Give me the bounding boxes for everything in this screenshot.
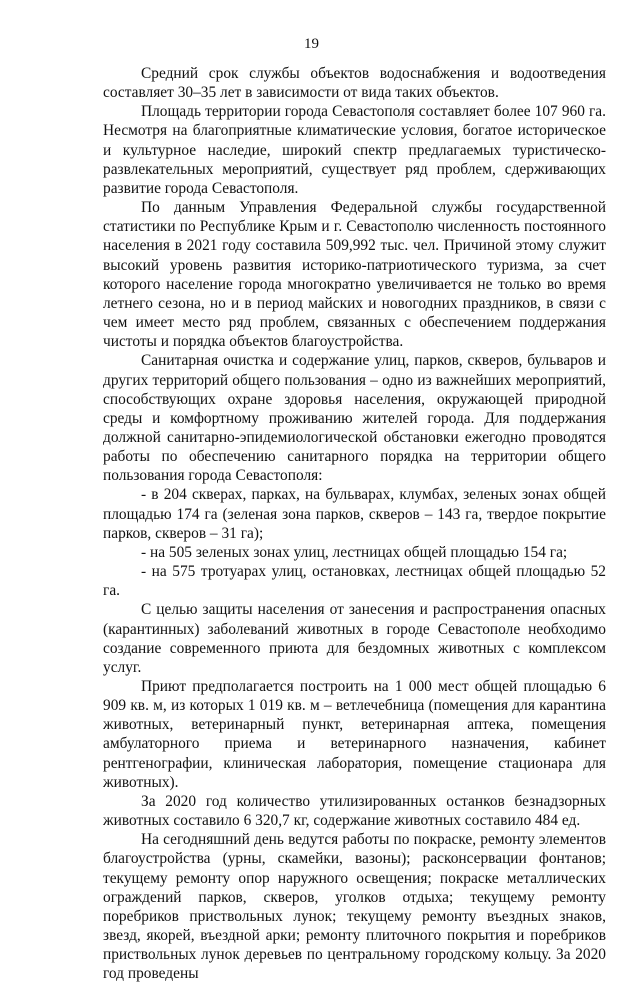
paragraph-animal-statistics: За 2020 год количество утилизированных останков безнадзорных животных составило 6 320,7 кг, содержание животных составило 484 ед. bbox=[103, 792, 606, 830]
list-item-green-zones: - на 505 зеленых зонах улиц, лестницах общей площадью 154 га; bbox=[141, 543, 568, 561]
paragraph-population: По данным Управления Федеральной службы государственной статистики по Республике Крым и г. Севастополю численность постоянного населения в 2021 году составила 509,992 тыс. чел. Причиной этому служит высокий уровень развития историко-патриотического туризма, за счет которого население города многократно увеличивается не только во время летнего сезона, но и в период майских и новогодних праздников, в связи с чем имеет место ряд проблем, связанных с обеспечением поддержания чистоты и порядка объектов благоустройства. bbox=[103, 199, 606, 351]
paragraph-territory-area: Площадь территории города Севастополя составляет более 107 960 га. Несмотря на благоприятные климатические условия, богатое историческое и культурное наследие, широкий спектр предлагаемых туристическо-развлекательных мероприятий, существует ряд проблем, сдерживающих развитие города Севастополя. bbox=[103, 103, 606, 197]
paragraph-animal-protection: С целью защиты населения от занесения и распространения опасных (карантинных) заболеваний животных в городе Севастополе необходимо создание современного приюта для бездомных животных с комплексом услуг. bbox=[103, 601, 606, 676]
list-item-sidewalks: - на 575 тротуарах улиц, остановках, лестницах общей площадью 52 га. bbox=[103, 563, 606, 600]
paragraph-current-works: На сегодняшний день ведутся работы по покраске, ремонту элементов благоустройства (урны, скамейки, вазоны); расконсервации фонтанов; текущему ремонту опор наружного освещения; покраске металлических ограждений парков, скверов, уголков отдыха; текущему ремонту поребриков приствольных лунок; текущему ремонту въездных знаков, звезд, якорей, въездной арки; ремонту плиточного покрытия и поребриков приствольных лунок деревьев по центральному городскому кольцу. За 2020 год проведены bbox=[103, 831, 606, 983]
paragraph-service-life: Средний срок службы объектов водоснабжения и водоотведения составляет 30–35 лет в зависимости от вида таких объектов. bbox=[103, 65, 606, 102]
list-item-squares-parks: - в 204 скверах, парках, на бульварах, клумбах, зеленых зонах общей площадью 174 га (зеленая зона парков, скверов – 143 га, твердое покрытие парков, скверов – 31 га); bbox=[103, 486, 606, 542]
paragraph-sanitary-cleaning: Санитарная очистка и содержание улиц, парков, скверов, бульваров и других территорий общего пользования – одно из важнейших мероприятий, способствующих охране здоровья населения, окружающей природной среды и комфортному проживанию жителей города. Для поддержания должной санитарно-эпидемиологической обстановки ежегодно проводятся работы по обеспечению санитарного порядка на территории общего пользования города Севастополя: bbox=[103, 352, 606, 485]
page-body bbox=[103, 64, 606, 984]
page-number: 19 bbox=[304, 36, 319, 52]
paragraph-shelter: Приют предполагается построить на 1 000 мест общей площадью 6 909 кв. м, из которых 1 019 кв. м – ветлечебница (помещения для карантина животных, ветеринарный пункт, ветеринарная аптека, помещения амбулаторного приема и ветеринарного назначения, кабинет рентгенографии, клиническая лаборатория, помещение стационара для животных). bbox=[103, 678, 606, 791]
